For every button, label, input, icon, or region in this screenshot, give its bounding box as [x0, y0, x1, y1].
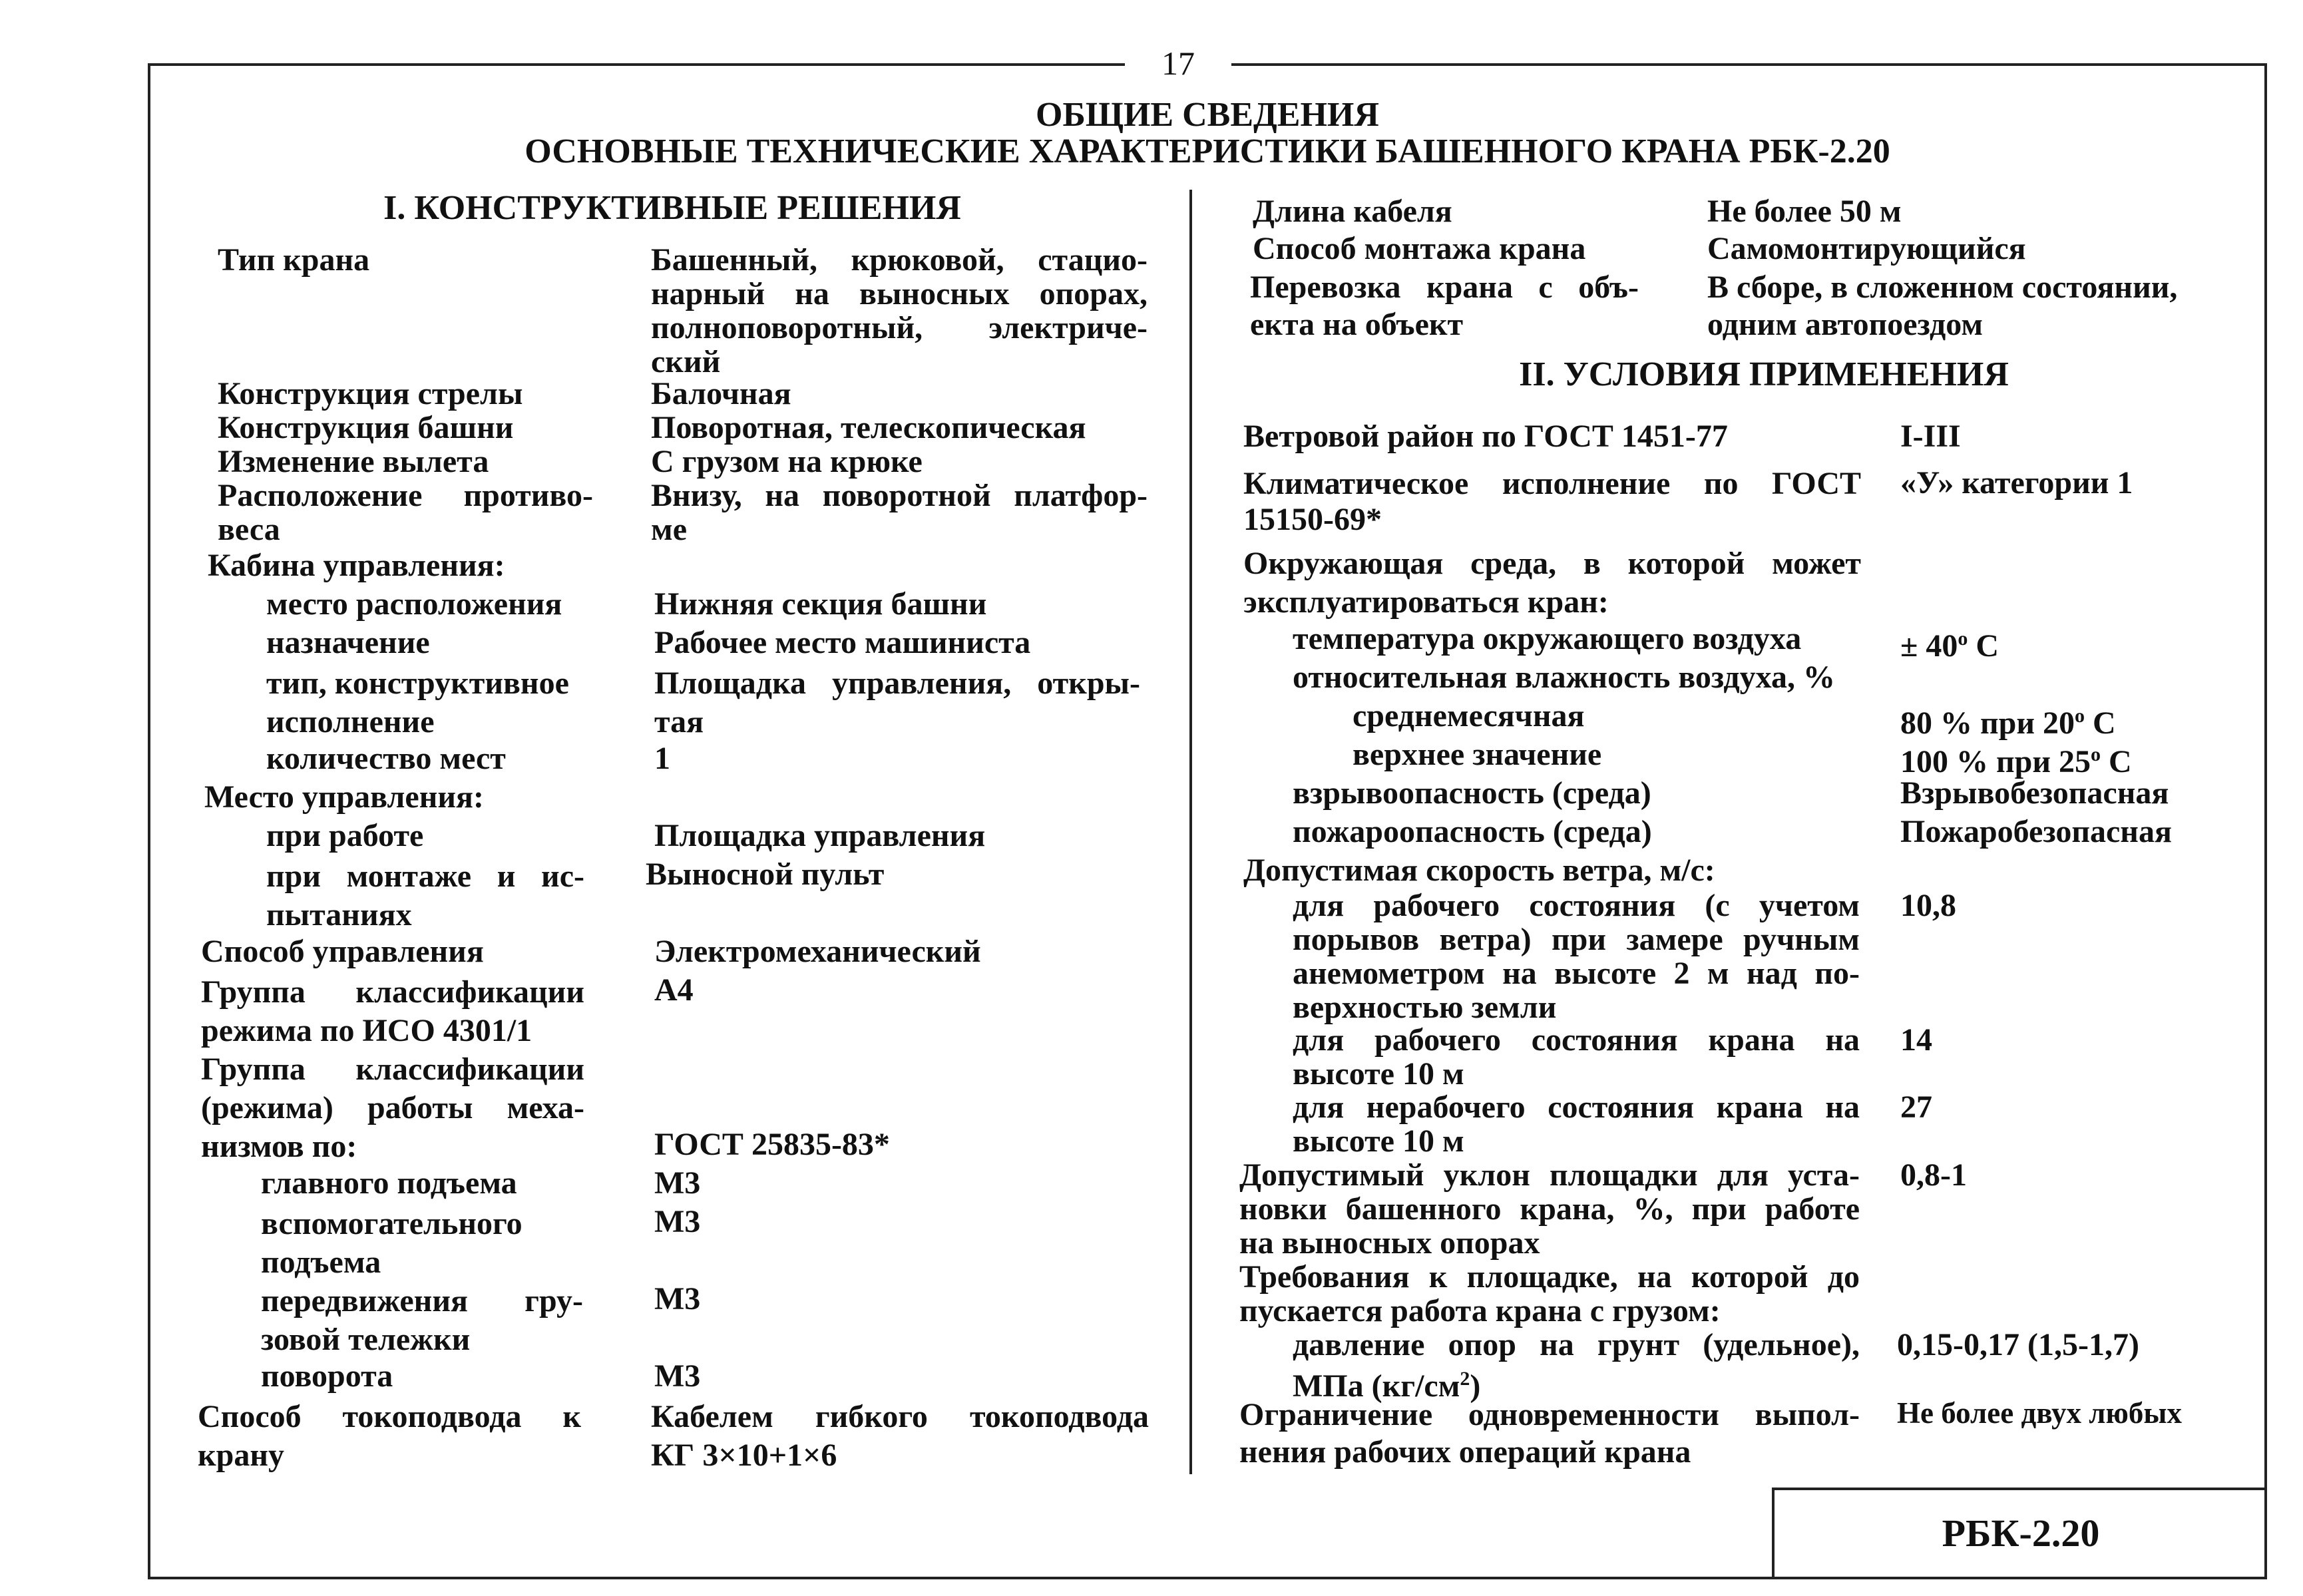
value-wind-nonworking: 27	[1900, 1090, 1932, 1125]
label-transport: Перевозка крана с объ- екта на объект	[1250, 270, 1639, 342]
label-slope: Допустимый уклон площадки для уста- новки башенного крана, %, при работе на выносных опорах	[1239, 1157, 1860, 1261]
label-cab: Кабина управления:	[208, 548, 505, 583]
value-humidity-avg: 80 % при 20$^o$ С	[1900, 705, 2116, 741]
value-cab-purpose: Рабочее место машиниста	[654, 625, 1031, 660]
value-main-hoist: М3	[654, 1165, 701, 1201]
label-counterweight: Расположение противо- веса	[218, 478, 593, 547]
value-seats: 1	[654, 741, 670, 776]
value-wind-region: I-III	[1900, 419, 1961, 454]
label-reach: Изменение вылета	[218, 444, 489, 479]
label-temperature: температура окружающего воздуха	[1293, 621, 1802, 656]
label-mounting-method: Способ монтажа крана	[1253, 231, 1586, 266]
label-cab-purpose: назначение	[266, 625, 430, 660]
label-environment: Окружающая среда, в которой может эксплуатироваться кран:	[1243, 546, 1861, 620]
value-transport: В сборе, в сложенном состоянии, одним автопоездом	[1707, 270, 2178, 342]
value-fire: Пожаробезопасная	[1900, 814, 2172, 849]
doc-subtitle: ОСНОВНЫЕ ТЕХНИЧЕСКИЕ ХАРАКТЕРИСТИКИ БАШЕННОГО КРАНА РБК-2.20	[524, 132, 1890, 170]
section-heading-conditions: II. УСЛОВИЯ ПРИМЕНЕНИЯ	[1519, 355, 2009, 393]
value-slope: 0,8-1	[1900, 1157, 1967, 1193]
label-humidity-max: верхнее значение	[1353, 737, 1602, 772]
value-boom: Балочная	[651, 376, 791, 411]
value-during-mounting: Выносной пульт	[646, 857, 885, 892]
label-wind-working: для рабочего состояния (с учетом порывов ветра) при замере ручным анемометром на высоте 2 м над по- верхностью земли	[1293, 888, 1860, 1025]
label-site-requirements: Требования к площадке, на которой до пускается работа крана с грузом:	[1239, 1259, 1860, 1328]
value-cable-length: Не более 50 м	[1707, 194, 1902, 229]
value-climate: «У» категории 1	[1900, 465, 2133, 500]
label-main-hoist: главного подъема	[261, 1165, 517, 1201]
value-mechanism-group: ГОСТ 25835-83*	[654, 1127, 890, 1162]
label-aux-hoist: вспомогательного подъема	[261, 1206, 523, 1280]
label-fire: пожароопасность (среда)	[1293, 814, 1652, 849]
label-control-method: Способ управления	[201, 934, 484, 969]
label-slewing: поворота	[261, 1358, 393, 1394]
label-cable-length: Длина кабеля	[1253, 194, 1452, 229]
label-during-work: при работе	[266, 818, 424, 853]
label-iso-group: Группа классификации режима по ИСО 4301/1	[201, 974, 584, 1048]
value-tower: Поворотная, телескопическая	[651, 410, 1086, 445]
label-crane-type: Тип крана	[218, 242, 370, 278]
label-humidity: относительная влажность воздуха, %	[1293, 660, 1835, 695]
label-ground-pressure: давление опор на грунт (удельное), МПа $(кг/см^2)$	[1293, 1327, 1860, 1404]
label-during-mounting: при монтаже и ис- пытаниях	[266, 859, 584, 932]
value-cab-location: Нижняя секция башни	[654, 586, 987, 622]
label-trolley: передвижения гру- зовой тележки	[261, 1283, 583, 1357]
value-humidity-max: 100 % при 25$^o$ С	[1900, 743, 2132, 779]
value-reach: С грузом на крюке	[651, 444, 923, 479]
label-wind-speed: Допустимая скорость ветра, м/с:	[1243, 853, 1715, 888]
label-control-place: Место управления:	[204, 779, 484, 815]
label-tower: Конструкция башни	[218, 410, 514, 445]
page-number: 17	[1125, 40, 1231, 87]
value-cab-type: Площадка управления, откры- тая	[654, 666, 1140, 739]
section-heading-constructive: I. КОНСТРУКТИВНЫЕ РЕШЕНИЯ	[383, 189, 961, 227]
label-explosion: взрывоопасность (среда)	[1293, 775, 1651, 811]
value-crane-type: Башенный, крюковой, стацио- нарный на выносных опорах, полноповоротный, электриче- ский	[651, 242, 1148, 379]
label-cab-location: место расположения	[266, 586, 562, 622]
label-seats: количество мест	[266, 741, 506, 776]
label-cab-type: тип, конструктивное исполнение	[266, 666, 569, 739]
label-wind-working-10m: для рабочего состояния крана на высоте 10 м	[1293, 1022, 1860, 1092]
value-operations-limit: Не более двух любых	[1897, 1396, 2183, 1430]
value-mounting-method: Самомонтирующийся	[1707, 231, 2026, 266]
value-slewing: М3	[654, 1358, 701, 1394]
label-mechanism-group: Группа классификации (режима) работы меха- низмов по:	[201, 1052, 584, 1164]
stamp-label: РБК-2.20	[1942, 1511, 2100, 1555]
doc-title: ОБЩИЕ СВЕДЕНИЯ	[1036, 96, 1379, 134]
value-counterweight: Внизу, на поворотной платфор- ме	[651, 478, 1148, 547]
label-humidity-avg: среднемесячная	[1353, 698, 1585, 733]
value-explosion: Взрывобезопасная	[1900, 775, 2169, 811]
label-boom: Конструкция стрелы	[218, 376, 523, 411]
value-wind-working: 10,8	[1900, 888, 1956, 923]
value-trolley: М3	[654, 1281, 701, 1316]
value-power-supply: Кабелем гибкого токоподвода КГ 3×10+1×6	[651, 1399, 1149, 1473]
label-climate: Климатическое исполнение по ГОСТ 15150-69*	[1243, 466, 1861, 537]
label-wind-nonworking: для нерабочего состояния крана на высоте 10 м	[1293, 1090, 1860, 1159]
column-divider	[1189, 190, 1192, 1474]
value-during-work: Площадка управления	[654, 818, 986, 853]
value-aux-hoist: М3	[654, 1204, 701, 1239]
value-control-method: Электромеханический	[654, 934, 981, 969]
value-wind-working-10m: 14	[1900, 1022, 1932, 1058]
value-iso-group: А4	[654, 972, 694, 1008]
value-temperature: ± $40^o$ С	[1900, 628, 1999, 664]
value-ground-pressure: 0,15-0,17 (1,5-1,7)	[1897, 1327, 2139, 1362]
label-wind-region: Ветровой район по ГОСТ 1451-77	[1243, 419, 1728, 454]
label-operations-limit: Ограничение одновременности выпол- нения рабочих операций крана	[1239, 1397, 1860, 1470]
label-power-supply: Способ токоподвода к крану	[198, 1399, 581, 1473]
title-stamp	[1772, 1488, 2267, 1579]
